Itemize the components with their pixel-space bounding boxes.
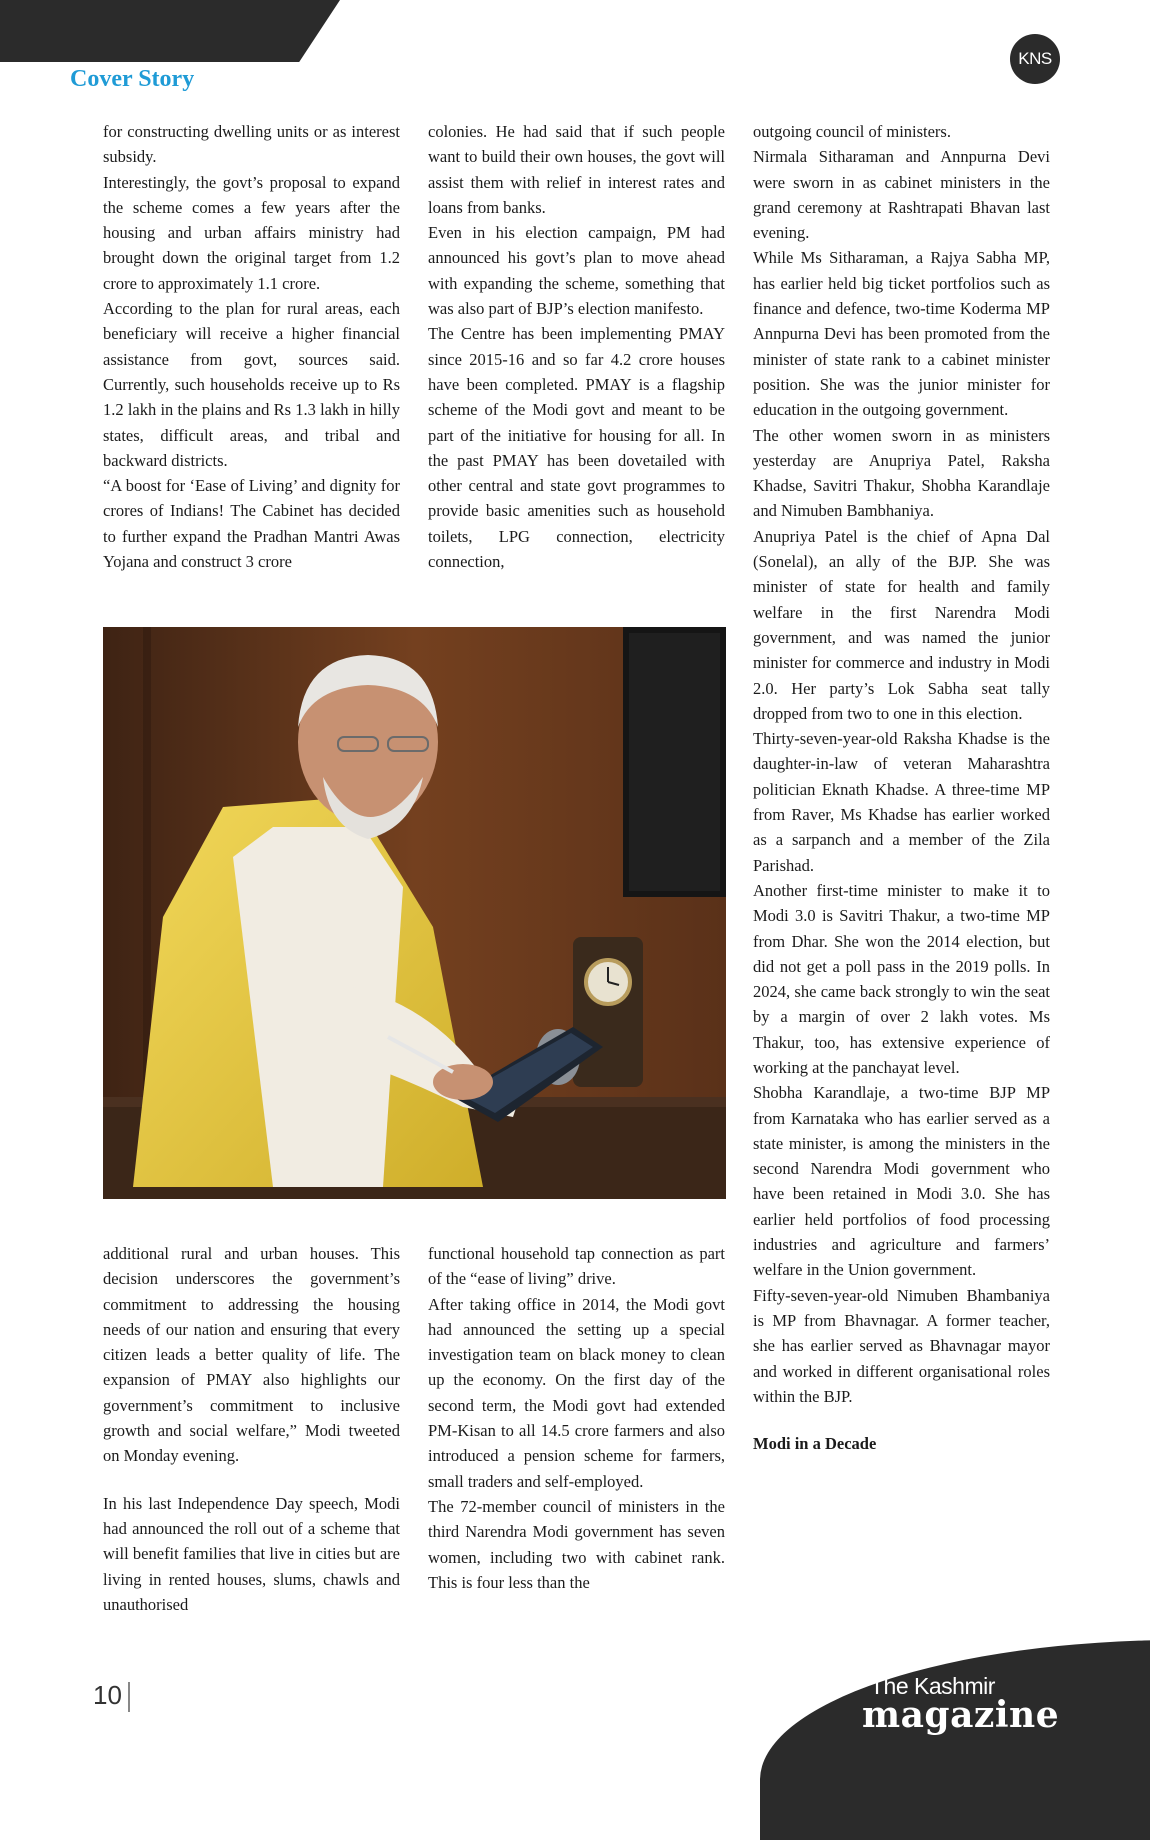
magazine-brand-top: The Kashmir [870, 1673, 995, 1699]
paragraph: functional household tap connection as part of the “ease of living” drive. [428, 1244, 725, 1289]
paragraph: “A boost for ‘Ease of Living’ and dignity for crores of Indians! The Cabinet has decided to further expand the Pradhan Mantri Awas Yojana and construct 3 crore [103, 476, 400, 572]
paragraph: The Centre has been implementing PMAY since 2015-16 and so far 4.2 crore houses have been completed. PMAY is a flagship scheme of the Modi govt and meant to be part of the initiative for housing for all. In the past PMAY has been dovetailed with other central and state govt programmes to provide basic amenities such as household toilets, LPG connection, electricity connection, [428, 324, 725, 572]
paragraph: The other women sworn in as ministers yesterday are Anupriya Patel, Raksha Khadse, Savitri Thakur, Shobha Karandlaje and Nimuben Bambhaniya. [753, 425, 1050, 521]
photo-illustration [103, 627, 726, 1199]
article-column-1-top [103, 119, 400, 574]
paragraph: for constructing dwelling units or as interest subsidy. [103, 122, 400, 167]
header-band [0, 0, 340, 62]
page-number-divider [128, 1682, 130, 1712]
paragraph: According to the plan for rural areas, each beneficiary will receive a higher financial assistance from govt, sources said. Currently, such households receive up to Rs 1.2 lakh in the plains and Rs 1.3 lakh in hilly states, difficult areas, and tribal and backward districts. [103, 299, 400, 470]
paragraph: Interestingly, the govt’s proposal to expand the scheme comes a few years after the housing and urban affairs ministry had brought down the original target from 1.2 crore to approximately 1.1 crore. [103, 172, 400, 293]
paragraph: Even in his election campaign, PM had announced his govt’s plan to move ahead with expanding the scheme, something that was also part of BJP’s election manifesto. [428, 223, 725, 319]
paragraph: Another first-time minister to make it to Modi 3.0 is Savitri Thakur, a two-time MP from Dhar. She won the 2014 election, but did not get a poll pass in the 2019 polls. In 2024, she came back strongly to win the seat by a margin of over 2 lakh votes. Ms Thakur, too, has extensive experience of working at the panchayat level. [753, 880, 1050, 1077]
paragraph: While Ms Sitharaman, a Rajya Sabha MP, has earlier held big ticket portfolios such as finance and defence, two-time Koderma MP Annpurna Devi has been promoted from the minister of state rank to a cabinet minister position. She was the junior minister for education in the outgoing government. [753, 248, 1050, 420]
page-number: 10 [93, 1680, 122, 1710]
paragraph: Shobha Karandlaje, a two-time BJP MP from Karnataka who has earlier served as a state minister, is among the ministers in the second Narendra Modi government who have been retained in Modi 3.0. She has earlier held portfolios of food processing industries and agriculture and farmers’ welfare in the Union government. [753, 1083, 1050, 1280]
magazine-brand-wordmark: magazine [862, 1694, 1060, 1736]
article-column-2-bottom [428, 1241, 725, 1595]
article-column-2-top [428, 119, 725, 574]
paragraph: additional rural and urban houses. This decision underscores the government’s commitment to addressing the housing needs of our nation and ensuring that every citizen leads a better quality of life. The expansion of PMAY also highlights our government’s commitment to inclusive growth and social welfare,” Modi tweeted on Monday evening. [103, 1244, 400, 1466]
paragraph: outgoing council of ministers. [753, 122, 951, 141]
kns-logo: KNS [1010, 34, 1060, 84]
paragraph: colonies. He had said that if such people want to build their own houses, the govt will assist them with relief in interest rates and loans from banks. [428, 122, 725, 217]
article-photo [103, 627, 726, 1199]
paragraph: In his last Independence Day speech, Modi had announced the roll out of a scheme that will benefit families that live in cities but are living in rented houses, slums, chawls and unauthorised [103, 1493, 400, 1614]
section-label: Cover Story [70, 66, 195, 92]
article-column-3 [753, 119, 1050, 1456]
paragraph: Fifty-seven-year-old Nimuben Bhambaniya is MP from Bhavnagar. A former teacher, she has earlier served as Bhavnagar mayor and worked in different organisational roles within the BJP. [753, 1285, 1050, 1406]
footer-band [760, 1640, 1150, 1840]
paragraph: Thirty-seven-year-old Raksha Khadse is the daughter-in-law of veteran Maharashtra politician Eknath Khadse. A three-time MP from Raver, Ms Khadse has earlier worked as a sarpanch and a member of the Zila Parishad. [753, 729, 1050, 875]
article-column-1-bottom [103, 1241, 400, 1617]
paragraph: The 72-member council of ministers in the third Narendra Modi government has seven women, including two with cabinet rank. This is four less than the [428, 1496, 725, 1592]
paragraph: After taking office in 2014, the Modi govt had announced the setting up a special investigation team on black money to clean up the economy. On the first day of the second term, the Modi govt had extended PM-Kisan to all 14.5 crore farmers and also introduced a pension scheme for farmers, small traders and self-employed. [428, 1294, 725, 1491]
subheading: Modi in a Decade [753, 1434, 877, 1454]
paragraph: Nirmala Sitharaman and Annpurna Devi were sworn in as cabinet ministers in the grand ceremony at Rashtrapati Bhavan last evening. [753, 147, 1050, 243]
paragraph: Anupriya Patel is the chief of Apna Dal (Sonelal), an ally of the BJP. She was minister of state for health and family welfare in the first Narendra Modi government, and was named the junior minister for commerce and industry in Modi 2.0. Her party’s Lok Sabha seat tally dropped from two to one in this election. [753, 526, 1050, 723]
